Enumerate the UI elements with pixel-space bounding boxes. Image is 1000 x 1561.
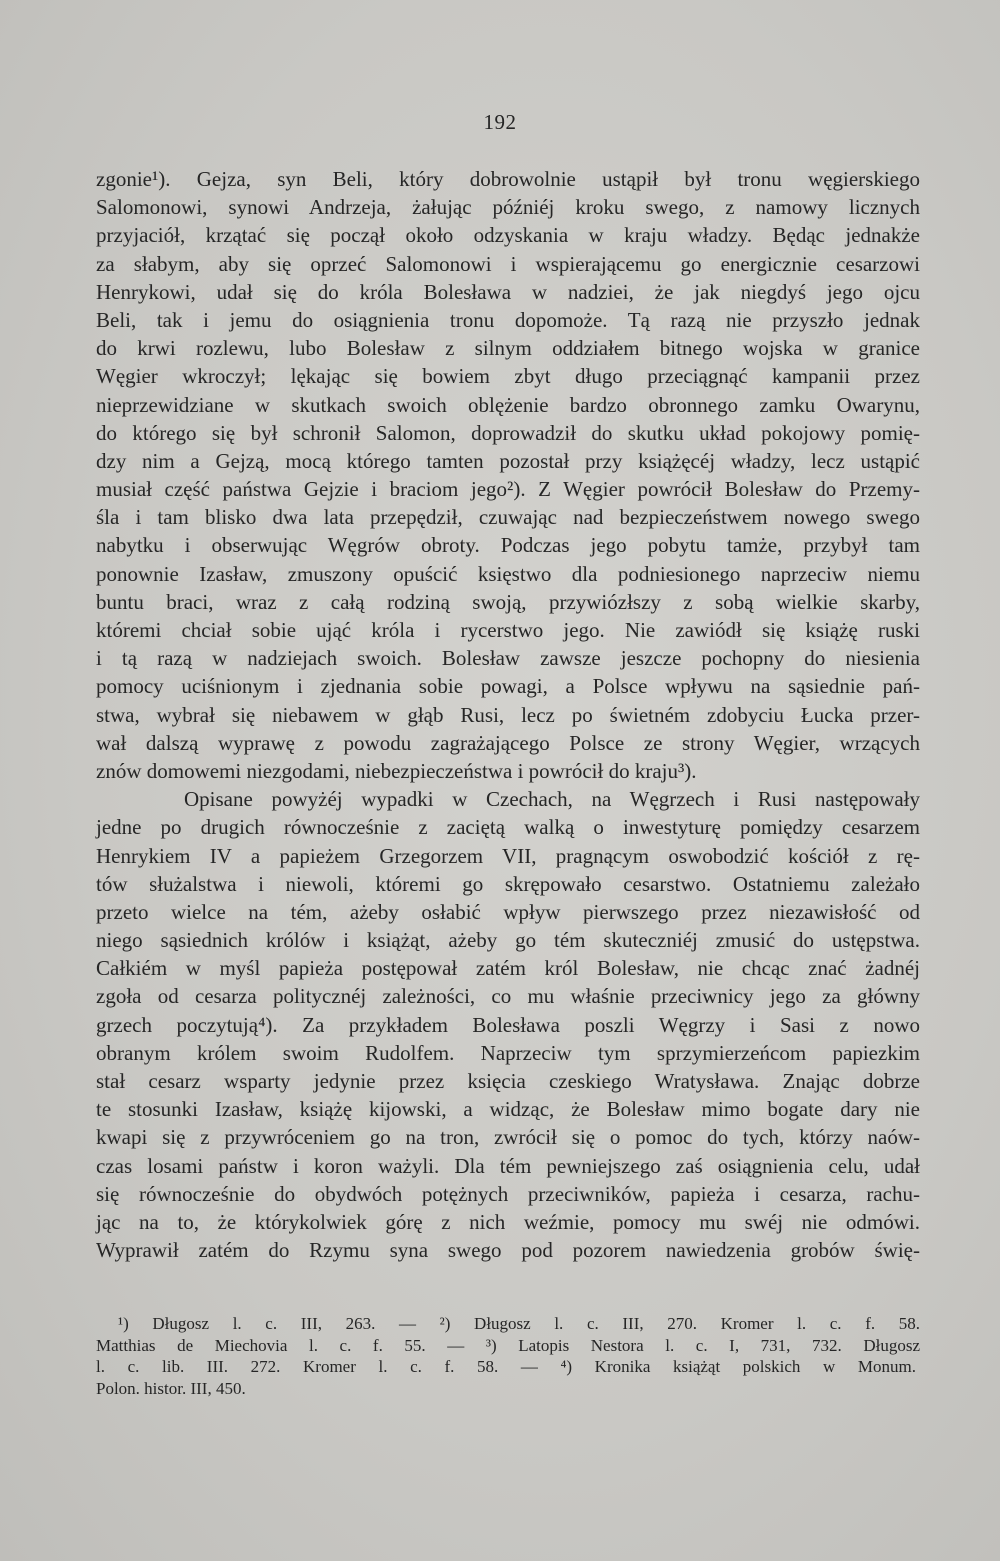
text-line: przyjaciół, krzątać się począł około odzyskania w kraju władzy. Będąc jednakże: [96, 223, 920, 248]
text-line: kwapi się z przywróceniem go na tron, zwrócił się o pomoc do tych, którzy naów-: [96, 1125, 920, 1150]
footnotes: [96, 1313, 920, 1399]
text-line: jedne po drugich równocześnie z zaciętą walką o inwestyturę pomiędzy cesarzem: [96, 815, 920, 840]
text-line: i tą razą w nadziejach swoich. Bolesław zawsze jeszcze pochopny do niesienia: [96, 646, 920, 671]
text-line: Wyprawił zatém do Rzymu syna swego pod pozorem nawiedzenia grobów świę-: [96, 1238, 920, 1263]
footnote-line: l. c. lib. III. 272. Kromer l. c. f. 58. — ⁴) Kronika książąt polskich w Monum.: [96, 1357, 916, 1376]
text-line: Salomonowi, synowi Andrzeja, żałując późniéj kroku swego, z namowy licznych: [96, 195, 920, 220]
text-line: te stosunki Izasław, książę kijowski, a widząc, że Bolesław mimo bogate dary nie: [96, 1097, 920, 1122]
text-line: zgonie¹). Gejza, syn Beli, który dobrowolnie ustąpił był tronu węgierskiego: [96, 167, 920, 191]
text-line: tów służalstwa i niewoli, któremi go skrępowało cesarstwo. Ostatniemu zależało: [96, 871, 920, 896]
footnote-line: ¹) Długosz l. c. III, 263. — ²) Długosz l. c. III, 270. Kromer l. c. f. 58.: [118, 1314, 920, 1333]
text-line: stał cesarz wsparty jedynie przez księcia czeskiego Wratysława. Znając dobrze: [96, 1069, 920, 1093]
text-line: Henrykowi, udał się do króla Bolesława w nadziei, że jak niegdyś jego ojcu: [96, 279, 920, 304]
text-line: do którego się był schronił Salomon, doprowadził do skutku układ pokojowy pomię-: [96, 420, 920, 445]
text-line: za słabym, aby się oprzeć Salomonowi i wspierającemu go energicznie cesarzowi: [96, 251, 920, 276]
footnote-line: Polon. histor. III, 450.: [96, 1378, 246, 1398]
text-line: do krwi rozlewu, lubo Bolesław z silnym oddziałem bitnego wojska w granice: [96, 336, 920, 361]
text-line: przeto wielce na tém, ażeby osłabić wpływ pierwszego przez niezawisłość od: [96, 899, 920, 924]
text-line: Całkiém w myśl papieża postępował zatém król Bolesław, nie chcąc znać żadnéj: [96, 956, 920, 981]
text-line: zgoła od cesarza politycznéj zależności, co mu właśnie przeciwnicy jego za główny: [96, 984, 920, 1009]
text-line: wał dalszą wyprawę z powodu zagrażającego Polsce ze strony Węgier, wrzących: [96, 730, 920, 755]
text-line: buntu braci, wraz z całą rodziną swoją, przywiózłszy z sobą wielkie skarby,: [96, 589, 920, 614]
text-line: czas losami państw i koron ważyli. Dla tém pewniejszego zaś osiągnienia celu, udał: [96, 1153, 920, 1178]
text-line: Węgier wkroczył; lękając się bowiem zbyt długo przeciągnąć kampanii przez: [96, 364, 920, 389]
text-line: grzech poczytują⁴). Za przykładem Bolesława poszli Węgrzy i Sasi z nowo: [96, 1012, 920, 1037]
text-line: niego sąsiednich królów i książąt, ażeby go tém skuteczniéj zmusić do ustępstwa.: [96, 928, 920, 953]
text-line: nabytku i obserwując Węgrów obroty. Podczas jego pobytu tamże, przybył tam: [96, 533, 920, 558]
text-line: pomocy uciśnionym i zjednania sobie powagi, a Polsce wpływu na sąsiednie pań-: [96, 674, 920, 699]
text-line: Opisane powyżéj wypadki w Czechach, na Węgrzech i Rusi następowały: [184, 787, 920, 812]
body-text: [96, 165, 920, 1264]
text-line: ponownie Izasław, zmuszony opuścić księstwo dla podniesionego naprzeciw niemu: [96, 561, 920, 586]
text-line: śla i tam blisko dwa lata przepędził, czuwając nad bezpieczeństwem nowego swego: [96, 505, 920, 530]
text-line: dzy nim a Gejzą, mocą którego tamten pozostał przy książęcéj władzy, lecz ustąpić: [96, 448, 920, 473]
text-line: się równocześnie do obydwóch potężnych przeciwników, papieża i cesarza, rachu-: [96, 1181, 920, 1206]
page-number: 192: [483, 110, 517, 134]
text-line: stwa, wybrał się niebawem w głąb Rusi, lecz po świetném zdobyciu Łucka przer-: [96, 702, 920, 727]
text-line: jąc na to, że którykolwiek górę z nich weźmie, pomocy mu swéj nie odmówi.: [96, 1209, 920, 1234]
text-line: nieprzewidziane w skutkach swoich oblężenie bardzo obronnego zamku Owarynu,: [96, 392, 920, 417]
text-line: Henrykiem IV a papieżem Grzegorzem VII, pragnącym oswobodzić kościół z rę-: [96, 843, 920, 868]
text-line: znów domowemi niezgodami, niebezpieczeństwa i powrócił do kraju³).: [96, 758, 697, 783]
text-line: któremi chciał sobie ująć króla i rycerstwo jego. Nie zawiódł się książę ruski: [96, 618, 920, 642]
footnote-line: Matthias de Miechovia l. c. f. 55. — ³) Latopis Nestora l. c. I, 731, 732. Długosz: [96, 1335, 920, 1355]
text-line: Beli, tak i jemu do osiągnienia tronu dopomoże. Tą razą nie przyszło jednak: [96, 307, 920, 332]
text-line: musiał część państwa Gejzie i braciom jego²). Z Węgier powrócił Bolesław do Przemy-: [96, 477, 920, 502]
text-line: obranym królem swoim Rudolfem. Naprzeciw tym sprzymierzeńcom papiezkim: [96, 1040, 920, 1065]
